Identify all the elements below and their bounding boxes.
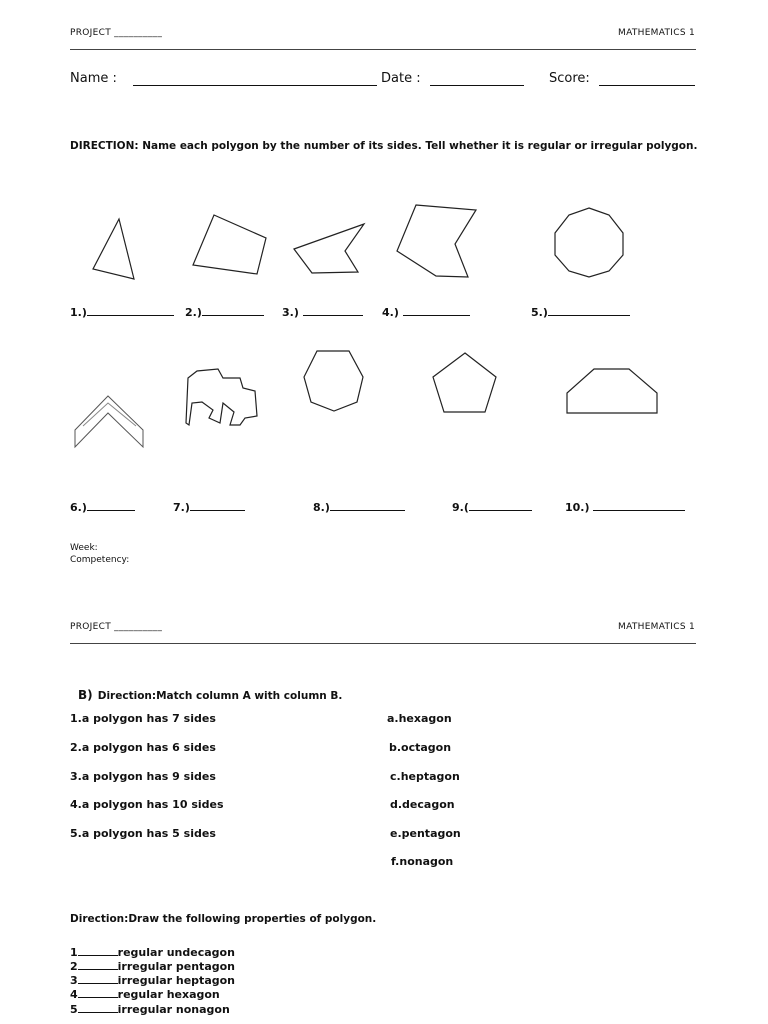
question-1-number: 1.) <box>70 306 87 319</box>
draw-item-2-blank[interactable] <box>78 961 118 970</box>
column-b-item-d: d.decagon <box>390 798 455 811</box>
section-c-direction: Direction:Draw the following properties of polygon. <box>70 913 377 925</box>
question-9-number: 9.( <box>452 501 469 514</box>
direction-a: DIRECTION: Name each polygon by the number of its sides. Tell whether it is regular or irregular polygon. <box>70 140 698 152</box>
answer-10-blank[interactable] <box>593 500 685 511</box>
draw-item-3 <box>70 974 235 987</box>
draw-item-5-number: 5 <box>70 1003 78 1016</box>
column-a-item-5: 5.a polygon has 5 sides <box>70 827 216 840</box>
question-4-number: 4.) <box>382 306 399 319</box>
column-b-item-a: a.hexagon <box>387 712 452 725</box>
draw-item-1-blank[interactable] <box>78 947 118 956</box>
shape-1-triangle <box>93 219 134 279</box>
column-b-item-e: e.pentagon <box>390 827 461 840</box>
draw-item-5-blank[interactable] <box>78 1004 118 1013</box>
draw-item-4-blank[interactable] <box>78 989 118 998</box>
answer-8-blank[interactable] <box>330 500 405 511</box>
question-7-number: 7.) <box>173 501 190 514</box>
question-3-number: 3.) <box>282 306 299 319</box>
draw-item-5-text: irregular nonagon <box>117 1003 230 1016</box>
draw-item-4-text: regular hexagon <box>117 988 220 1001</box>
shape-4-concave <box>397 205 476 277</box>
draw-item-3-blank[interactable] <box>78 975 118 984</box>
question-2-number: 2.) <box>185 306 202 319</box>
answer-4-blank[interactable] <box>403 305 470 316</box>
subject-label-2: MATHEMATICS 1 <box>618 622 696 632</box>
shape-10-trapezoid <box>567 369 657 413</box>
header-divider-2 <box>70 643 696 644</box>
shape-3-concave <box>294 224 364 273</box>
date-label: Date : <box>381 71 421 86</box>
draw-item-3-text: irregular heptagon <box>117 974 235 987</box>
column-b-item-f: f.nonagon <box>391 855 454 868</box>
shape-2-quadrilateral <box>193 215 266 274</box>
answer-1-blank[interactable] <box>87 305 174 316</box>
answer-3-blank[interactable] <box>303 305 363 316</box>
column-b-item-b: b.octagon <box>389 741 452 754</box>
shape-8-heptagon <box>304 351 363 411</box>
shape-5-nonagon <box>555 208 623 277</box>
draw-item-1 <box>70 946 235 959</box>
column-a-item-2: 2.a polygon has 6 sides <box>70 741 216 754</box>
question-5-number: 5.) <box>531 306 548 319</box>
answer-9-blank[interactable] <box>469 500 532 511</box>
section-b-letter: B) <box>78 688 93 702</box>
subject-label: MATHEMATICS 1 <box>618 28 696 38</box>
draw-item-2-number: 2 <box>70 960 78 973</box>
score-label: Score: <box>549 71 590 86</box>
project-label: PROJECT __________ <box>70 28 163 38</box>
draw-item-3-number: 3 <box>70 974 78 987</box>
draw-item-5 <box>70 1003 230 1016</box>
draw-item-2 <box>70 960 235 973</box>
answer-7-blank[interactable] <box>190 500 245 511</box>
week-label: Week: <box>70 543 98 553</box>
draw-item-4 <box>70 988 220 1001</box>
question-8-number: 8.) <box>313 501 330 514</box>
column-a-item-3: 3.a polygon has 9 sides <box>70 770 216 783</box>
answer-5-blank[interactable] <box>548 305 630 316</box>
draw-item-1-text: regular undecagon <box>117 946 235 959</box>
answer-2-blank[interactable] <box>202 305 264 316</box>
name-label: Name : <box>70 71 117 86</box>
question-6-number: 6.) <box>70 501 87 514</box>
draw-item-4-number: 4 <box>70 988 78 1001</box>
draw-item-2-text: irregular pentagon <box>117 960 235 973</box>
shape-7-irregular <box>186 369 257 425</box>
shape-9-pentagon <box>433 353 496 412</box>
column-a-item-4: 4.a polygon has 10 sides <box>70 798 224 811</box>
project-label-2: PROJECT __________ <box>70 622 163 632</box>
section-b-heading <box>78 684 342 703</box>
competency-label: Competency: <box>70 555 130 565</box>
section-b-direction: Direction:Match column A with column B. <box>97 690 343 702</box>
draw-item-1-number: 1 <box>70 946 78 959</box>
column-a-item-1: 1.a polygon has 7 sides <box>70 712 216 725</box>
column-b-item-c: c.heptagon <box>390 770 460 783</box>
question-10-number: 10.) <box>565 501 590 514</box>
answer-6-blank[interactable] <box>87 500 135 511</box>
